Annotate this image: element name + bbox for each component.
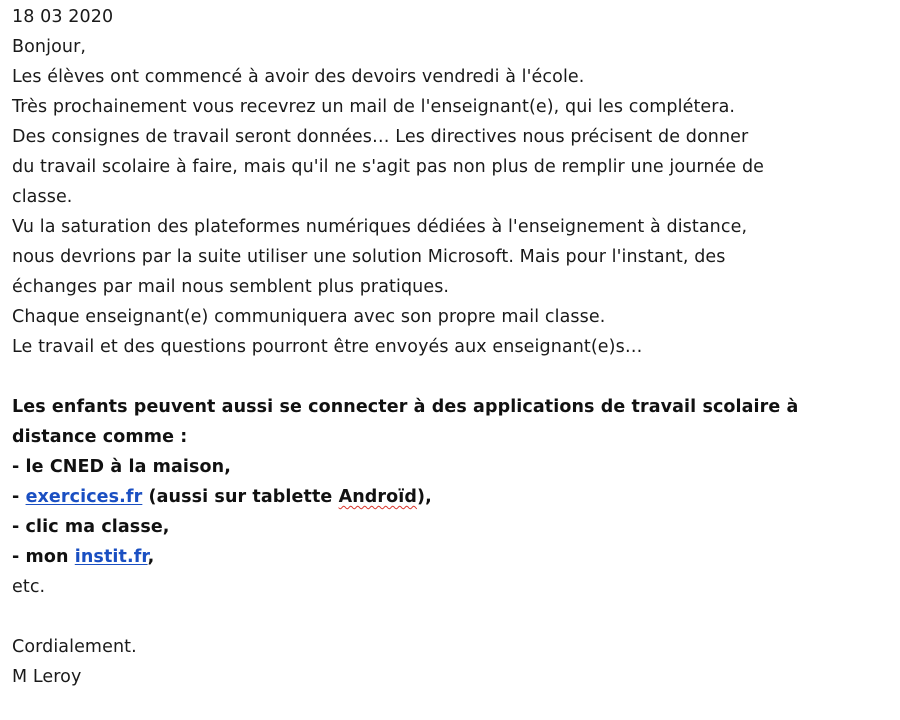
letter-body — [12, 2, 892, 692]
paragraph-line: Chaque enseignant(e) communiquera avec son propre mail classe. — [12, 307, 606, 327]
list-item-clic-ma-classe: - clic ma classe, — [12, 517, 170, 537]
closing: Cordialement. — [12, 637, 137, 657]
paragraph-line: Très prochainement vous recevrez un mail de l'enseignant(e), qui les complétera. — [12, 97, 736, 117]
signature: M Leroy — [12, 667, 82, 687]
paragraph-line: nous devrions par la suite utiliser une solution Microsoft. Mais pour l'instant, des — [12, 247, 726, 267]
paragraph-line: du travail scolaire à faire, mais qu'il ne s'agit pas non plus de remplir une journée de — [12, 157, 765, 177]
paragraph-line: échanges par mail nous semblent plus pratiques. — [12, 277, 450, 297]
blank-line — [12, 602, 892, 632]
list-item-exercices — [12, 482, 892, 512]
apps-intro-line: Les enfants peuvent aussi se connecter à des applications de travail scolaire à — [12, 397, 799, 417]
list-text: ), — [417, 487, 432, 507]
list-item-cned: - le CNED à la maison, — [12, 457, 231, 477]
exercices-link[interactable]: exercices.fr — [25, 487, 143, 507]
paragraph-line: classe. — [12, 187, 73, 207]
paragraph-line: Les élèves ont commencé à avoir des devoirs vendredi à l'école. — [12, 67, 585, 87]
list-prefix: - — [12, 487, 26, 507]
apps-intro-line: distance comme : — [12, 427, 188, 447]
list-text: , — [147, 547, 155, 567]
misspelled-word: Androïd — [338, 487, 418, 507]
list-text: (aussi sur tablette — [142, 487, 339, 507]
etc-text: etc. — [12, 577, 46, 597]
paragraph-line: Vu la saturation des plateformes numériques dédiées à l'enseignement à distance, — [12, 217, 748, 237]
paragraph-line: Des consignes de travail seront données… Les directives nous précisent de donner — [12, 127, 749, 147]
greeting: Bonjour, — [12, 37, 87, 57]
list-item-instit — [12, 542, 892, 572]
letter-date: 18 03 2020 — [12, 7, 114, 27]
blank-line — [12, 362, 892, 392]
list-prefix: - mon — [12, 547, 75, 567]
paragraph-line: Le travail et des questions pourront être envoyés aux enseignant(e)s… — [12, 337, 643, 357]
instit-link[interactable]: instit.fr — [74, 547, 148, 567]
